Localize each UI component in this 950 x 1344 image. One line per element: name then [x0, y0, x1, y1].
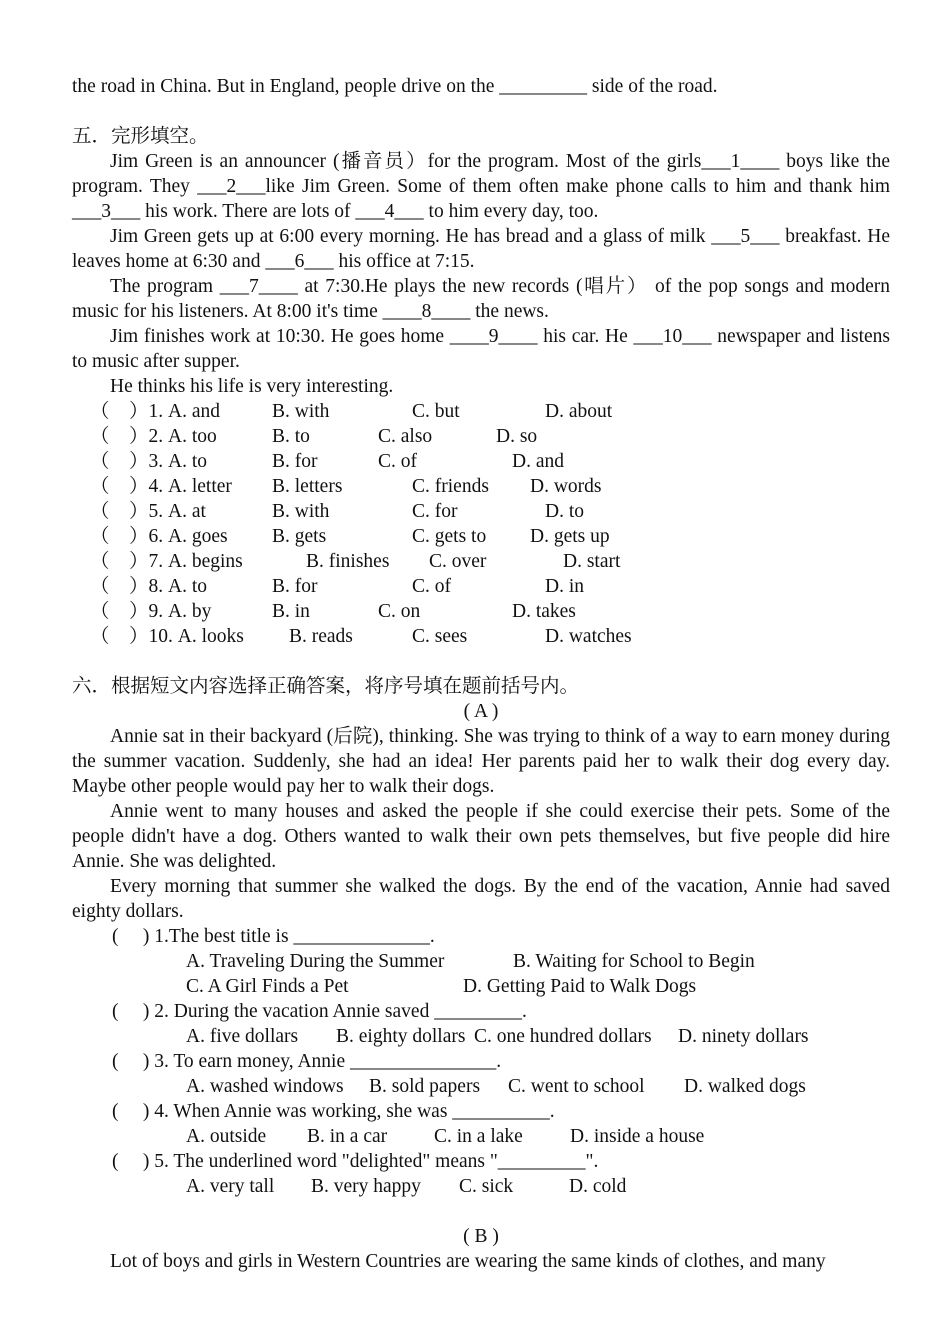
reading-question-stem [72, 999, 890, 1024]
option-d: D. to [545, 501, 584, 522]
option-b: B. to [272, 426, 310, 447]
question-number: （ ）4. A. letter [90, 476, 232, 497]
option-c: C. A Girl Finds a Pet [186, 976, 349, 997]
option-c: C. for [412, 501, 458, 522]
reading-question-stem [72, 924, 890, 949]
option-c: C. of [412, 576, 451, 597]
option-c: C. of [378, 451, 417, 472]
option-b: B. reads [289, 626, 353, 647]
spacer [72, 99, 890, 124]
section5-heading: 五．完形填空。 [72, 126, 209, 147]
cloze-question [72, 399, 890, 424]
option-d: D. about [545, 401, 613, 422]
passage-a-paragraph-1: Annie sat in their backyard (后院), thinking. She was trying to think of a way to earn money during the summer vacation. Suddenly, she had an idea! Her parents paid her to walk their dog every day. Maybe other people would pay her to walk their dogs. [72, 726, 890, 797]
option-d: D. and [512, 451, 564, 472]
question-number: （ ）5. A. at [90, 501, 206, 522]
cloze-question [72, 524, 890, 549]
reading-question-options [72, 1124, 890, 1149]
option-d: D. so [496, 426, 538, 447]
option-b: B. for [272, 451, 318, 472]
option-b: B. gets [272, 526, 327, 547]
cloze-question [72, 549, 890, 574]
option-b: B. with [272, 501, 330, 522]
reading-question-options [72, 1174, 890, 1199]
cloze-paragraph-5: He thinks his life is very interesting. [110, 376, 394, 397]
intro-line: the road in China. But in England, people drive on the _________ side of the road. [72, 76, 718, 97]
reading-question-stem [72, 1049, 890, 1074]
option-c: C. one hundred dollars [474, 1026, 652, 1047]
section6-heading: 六．根据短文内容选择正确答案，将序号填在题前括号内。 [72, 676, 580, 697]
option-b: B. for [272, 576, 318, 597]
passage-a-paragraph-3: Every morning that summer she walked the dogs. By the end of the vacation, Annie had saved eighty dollars. [72, 876, 890, 922]
option-b: B. eighty dollars [336, 1026, 466, 1047]
passage-b-label: ( B ) [463, 1226, 499, 1247]
option-d: D. cold [569, 1176, 627, 1197]
option-a: A. five dollars [186, 1026, 299, 1047]
passage-a-label: ( A ) [463, 701, 499, 722]
option-c: C. in a lake [434, 1126, 523, 1147]
cloze-paragraph-1: Jim Green is an announcer (播音员）for the program. Most of the girls___1____ boys like the program. They ___2___like Jim Green. Some of them often make phone calls to him and thank him ___3___ his work. There are lots of ___4___ to him every day, too. [72, 151, 890, 222]
reading-question-options [72, 1024, 890, 1049]
reading-question-stem [72, 1099, 890, 1124]
option-c: C. went to school [508, 1076, 645, 1097]
option-b: B. in a car [307, 1126, 388, 1147]
option-a: A. washed windows [186, 1076, 344, 1097]
option-a: A. outside [186, 1126, 267, 1147]
reading-question-stem [72, 1149, 890, 1174]
question-number: （ ）1. A. and [90, 401, 220, 422]
cloze-paragraph-4: Jim finishes work at 10:30. He goes home ____9____ his car. He ___10___ newspaper and listens to music after supper. [72, 326, 890, 372]
cloze-question [72, 424, 890, 449]
option-d: D. in [545, 576, 584, 597]
option-b: B. finishes [306, 551, 390, 572]
option-d: D. walked dogs [684, 1076, 806, 1097]
option-c: C. also [378, 426, 433, 447]
cloze-question [72, 449, 890, 474]
passage-a-paragraph-2: Annie went to many houses and asked the people if she could exercise their pets. Some of the people didn't have a dog. Others wanted to walk their own pets themselves, but five people did hire Annie. She was delighted. [72, 801, 890, 872]
question-number: （ ）6. A. goes [90, 526, 228, 547]
cloze-paragraph-3: The program ___7____ at 7:30.He plays the new records (唱片） of the pop songs and modern music for his listeners. At 8:00 it's time ____8____ the news. [72, 276, 890, 322]
reading-question-options [72, 1074, 890, 1099]
question-number: （ ）8. A. to [90, 576, 208, 597]
question-stem: ( ) 4. When Annie was working, she was __________. [112, 1101, 555, 1122]
option-b: B. sold papers [369, 1076, 481, 1097]
option-b: B. Waiting for School to Begin [513, 951, 755, 972]
cloze-question [72, 499, 890, 524]
option-c: C. over [429, 551, 487, 572]
option-c: C. sees [412, 626, 468, 647]
reading-question-options [72, 974, 890, 999]
passage-b-first-line: Lot of boys and girls in Western Countries are wearing the same kinds of clothes, and many [110, 1251, 826, 1272]
option-d: D. words [530, 476, 602, 497]
spacer [72, 1199, 890, 1224]
option-a: A. Traveling During the Summer [186, 951, 445, 972]
option-d: D. Getting Paid to Walk Dogs [463, 976, 697, 997]
option-c: C. friends [412, 476, 489, 497]
option-d: D. start [563, 551, 621, 572]
question-number: （ ）2. A. too [90, 426, 217, 447]
option-c: C. on [378, 601, 421, 622]
question-number: （ ）7. A. begins [90, 551, 243, 572]
option-c: C. sick [459, 1176, 514, 1197]
option-b: B. letters [272, 476, 343, 497]
question-stem: ( ) 2. During the vacation Annie saved _________. [112, 1001, 527, 1022]
cloze-paragraph-2: Jim Green gets up at 6:00 every morning. He has bread and a glass of milk ___5___ breakfast. He leaves home at 6:30 and ___6___ his office at 7:15. [72, 226, 890, 272]
worksheet-page [72, 74, 890, 1274]
option-d: D. gets up [530, 526, 610, 547]
cloze-question [72, 624, 890, 649]
option-d: D. takes [512, 601, 576, 622]
option-b: B. with [272, 401, 330, 422]
question-number: （ ）3. A. to [90, 451, 208, 472]
question-number: （ ）10. A. looks [90, 626, 244, 647]
option-b: B. very happy [311, 1176, 421, 1197]
reading-question-options [72, 949, 890, 974]
cloze-question [72, 574, 890, 599]
option-d: D. inside a house [570, 1126, 705, 1147]
question-stem: ( ) 5. The underlined word "delighted" means "_________". [112, 1151, 599, 1172]
spacer [72, 649, 890, 674]
question-number: （ ）9. A. by [90, 601, 212, 622]
option-a: A. very tall [186, 1176, 275, 1197]
option-c: C. but [412, 401, 460, 422]
question-stem: ( ) 3. To earn money, Annie _______________. [112, 1051, 502, 1072]
option-c: C. gets to [412, 526, 487, 547]
option-d: D. ninety dollars [678, 1026, 809, 1047]
option-d: D. watches [545, 626, 632, 647]
option-b: B. in [272, 601, 310, 622]
cloze-question [72, 599, 890, 624]
question-stem: ( ) 1.The best title is ______________. [112, 926, 435, 947]
cloze-question [72, 474, 890, 499]
